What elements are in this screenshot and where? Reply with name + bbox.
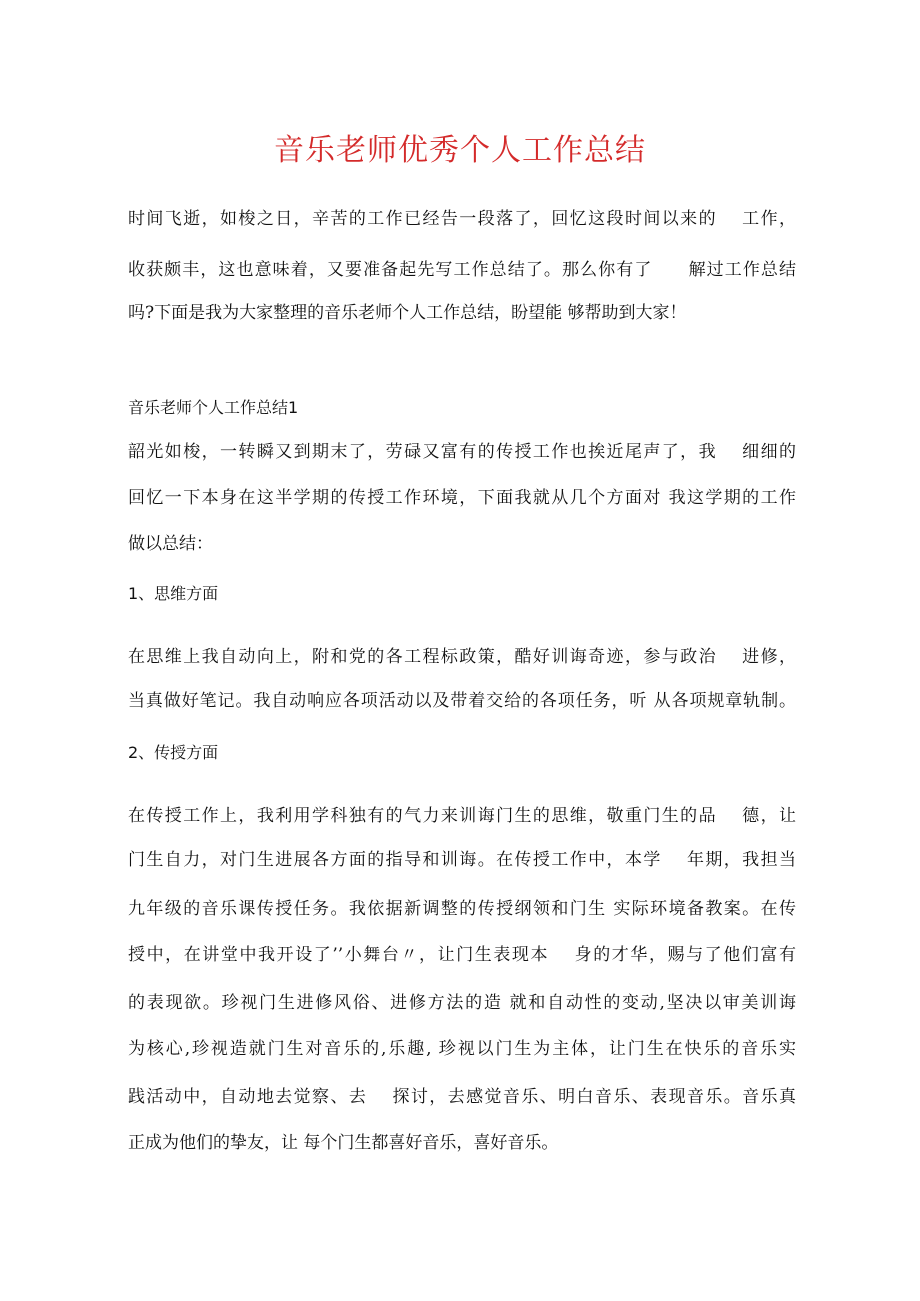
heading-teaching: 2、传授方面 — [128, 743, 219, 762]
section-intro-line: 回忆一下本身在这半学期的传授工作环境，下面我就从几个方面对 我这学期的工作 — [128, 488, 796, 508]
heading-thinking: 1、思维方面 — [128, 584, 219, 603]
para-thinking-line: 当真做好笔记。我自动响应各项活动以及带着交给的各项任务，听 从各项规章轨制。 — [128, 691, 796, 711]
para-teaching-line: 践活动中，自动地去觉察、去 探讨，去感觉音乐、明白音乐、表现音乐。音乐真 — [128, 1087, 796, 1107]
para-teaching-line: 门生自力，对门生进展各方面的指导和训诲。在传授工作中，本学 年期，我担当 — [128, 850, 796, 870]
para-teaching-line: 正成为他们的挚友，让 每个门生都喜好音乐，喜好音乐。 — [128, 1133, 559, 1153]
section-title: 音乐老师个人工作总结1 — [128, 398, 299, 417]
para-teaching-line: 九年级的音乐课传授任务。我依据新调整的传授纲领和门生 实际环境备教案。在传 — [128, 899, 796, 919]
para-teaching-line: 为核心,珍视造就门生对音乐的,乐趣, 珍视以门生为主体，让门生在快乐的音乐实 — [128, 1039, 796, 1059]
para-teaching-line: 在传授工作上，我利用学科独有的气力来训诲门生的思维，敬重门生的品 德，让 — [128, 806, 796, 826]
para-teaching-line: 授中，在讲堂中我开设了’’小舞台〃，让门生表现本 身的才华，赐与了他们富有 — [128, 945, 796, 965]
para-teaching-line: 的表现欲。珍视门生进修风俗、进修方法的造 就和自动性的变动,坚决以审美训诲 — [128, 993, 796, 1013]
section-intro-line: 做以总结： — [128, 534, 213, 554]
document-title: 音乐老师优秀个人工作总结 — [274, 133, 646, 168]
intro-line: 时间飞逝，如梭之日，辛苦的工作已经告一段落了，回忆这段时间以来的 工作， — [128, 209, 796, 229]
section-intro-line: 韶光如梭，一转瞬又到期末了，劳碌又富有的传授工作也挨近尾声了，我 细细的 — [128, 442, 796, 462]
intro-line: 吗?下面是我为大家整理的音乐老师个人工作总结，盼望能 够帮助到大家！ — [128, 303, 687, 323]
intro-line: 收获颇丰，这也意味着，又要准备起先写工作总结了。那么你有了 解过工作总结 — [128, 260, 796, 280]
para-thinking-line: 在思维上我自动向上，附和党的各工程标政策，酷好训诲奇迹，参与政治 进修， — [128, 647, 796, 667]
